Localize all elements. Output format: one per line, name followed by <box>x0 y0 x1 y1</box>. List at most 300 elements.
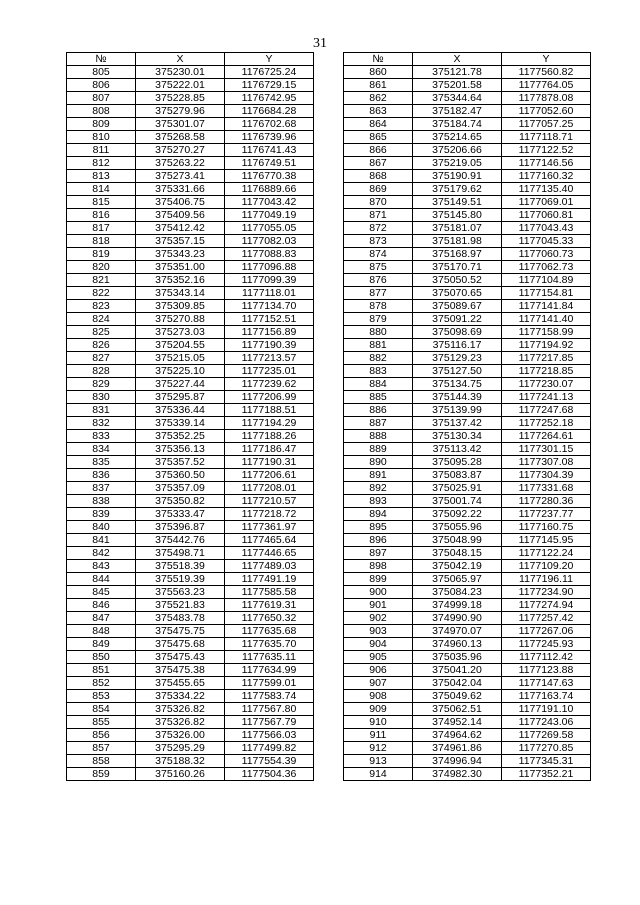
cell-number: 864 <box>344 118 413 131</box>
cell-y: 1177599.01 <box>225 677 314 690</box>
cell-x: 375083.87 <box>413 469 502 482</box>
cell-y: 1177194.29 <box>225 417 314 430</box>
cell-y: 1176742.95 <box>225 92 314 105</box>
table-row <box>67 326 314 339</box>
table-row <box>67 404 314 417</box>
cell-number: 869 <box>344 183 413 196</box>
coordinates-table-right <box>343 52 591 781</box>
cell-y: 1177052.60 <box>502 105 591 118</box>
table-row <box>67 469 314 482</box>
table-row <box>344 729 591 742</box>
cell-x: 375483.78 <box>136 612 225 625</box>
table-row <box>344 287 591 300</box>
cell-x: 375357.52 <box>136 456 225 469</box>
cell-number: 912 <box>344 742 413 755</box>
cell-x: 375222.01 <box>136 79 225 92</box>
cell-number: 887 <box>344 417 413 430</box>
cell-x: 375339.14 <box>136 417 225 430</box>
cell-y: 1176770.38 <box>225 170 314 183</box>
cell-y: 1177152.51 <box>225 313 314 326</box>
cell-x: 375091.22 <box>413 313 502 326</box>
cell-y: 1177096.88 <box>225 261 314 274</box>
table-row <box>344 586 591 599</box>
table-row <box>344 157 591 170</box>
cell-number: 906 <box>344 664 413 677</box>
cell-y: 1177190.31 <box>225 456 314 469</box>
table-row <box>67 482 314 495</box>
cell-y: 1176749.51 <box>225 157 314 170</box>
cell-x: 375350.82 <box>136 495 225 508</box>
table-row <box>67 144 314 157</box>
cell-number: 867 <box>344 157 413 170</box>
cell-number: 892 <box>344 482 413 495</box>
cell-y: 1177504.36 <box>225 768 314 781</box>
table-row <box>67 352 314 365</box>
table-row <box>67 638 314 651</box>
cell-y: 1176725.24 <box>225 66 314 79</box>
table-row <box>344 573 591 586</box>
table-row <box>67 391 314 404</box>
table-row <box>344 469 591 482</box>
cell-y: 1177352.21 <box>502 768 591 781</box>
cell-x: 375230.01 <box>136 66 225 79</box>
cell-y: 1177634.99 <box>225 664 314 677</box>
cell-x: 374999.18 <box>413 599 502 612</box>
table-body <box>67 66 314 781</box>
cell-number: 889 <box>344 443 413 456</box>
cell-y: 1177878.08 <box>502 92 591 105</box>
cell-number: 886 <box>344 404 413 417</box>
cell-y: 1177446.65 <box>225 547 314 560</box>
table-row <box>67 183 314 196</box>
cell-y: 1176739.96 <box>225 131 314 144</box>
cell-y: 1177122.24 <box>502 547 591 560</box>
table-row <box>344 300 591 313</box>
cell-number: 866 <box>344 144 413 157</box>
cell-x: 375334.22 <box>136 690 225 703</box>
table-row <box>344 638 591 651</box>
cell-y: 1177554.39 <box>225 755 314 768</box>
cell-y: 1177208.01 <box>225 482 314 495</box>
table-row <box>67 586 314 599</box>
cell-y: 1177104.89 <box>502 274 591 287</box>
cell-x: 375121.78 <box>413 66 502 79</box>
cell-number: 874 <box>344 248 413 261</box>
cell-y: 1177247.68 <box>502 404 591 417</box>
table-row <box>344 352 591 365</box>
cell-number: 824 <box>67 313 136 326</box>
header-y: Y <box>225 53 314 66</box>
cell-x: 374996.94 <box>413 755 502 768</box>
table-row <box>344 170 591 183</box>
cell-number: 833 <box>67 430 136 443</box>
cell-y: 1177635.68 <box>225 625 314 638</box>
cell-x: 375184.74 <box>413 118 502 131</box>
table-row <box>67 313 314 326</box>
table-row <box>344 222 591 235</box>
cell-number: 902 <box>344 612 413 625</box>
cell-y: 1177567.80 <box>225 703 314 716</box>
cell-x: 375168.97 <box>413 248 502 261</box>
table-body <box>344 66 591 781</box>
table-row <box>344 664 591 677</box>
cell-y: 1177049.19 <box>225 209 314 222</box>
cell-number: 875 <box>344 261 413 274</box>
cell-x: 375344.64 <box>413 92 502 105</box>
table-row <box>67 742 314 755</box>
cell-y: 1177188.51 <box>225 404 314 417</box>
cell-number: 905 <box>344 651 413 664</box>
table-row <box>344 183 591 196</box>
table-row <box>344 118 591 131</box>
table-row <box>67 365 314 378</box>
cell-number: 894 <box>344 508 413 521</box>
cell-x: 374982.30 <box>413 768 502 781</box>
cell-x: 375295.87 <box>136 391 225 404</box>
cell-number: 855 <box>67 716 136 729</box>
table-row <box>344 417 591 430</box>
cell-x: 375326.82 <box>136 703 225 716</box>
cell-y: 1177650.32 <box>225 612 314 625</box>
table-row <box>67 625 314 638</box>
cell-number: 895 <box>344 521 413 534</box>
cell-y: 1177566.03 <box>225 729 314 742</box>
header-x: X <box>136 53 225 66</box>
cell-y: 1177619.31 <box>225 599 314 612</box>
cell-y: 1177245.93 <box>502 638 591 651</box>
cell-y: 1177331.68 <box>502 482 591 495</box>
cell-x: 374961.86 <box>413 742 502 755</box>
table-row <box>67 300 314 313</box>
cell-number: 888 <box>344 430 413 443</box>
table-row <box>67 573 314 586</box>
cell-y: 1177196.11 <box>502 573 591 586</box>
cell-y: 1177160.32 <box>502 170 591 183</box>
cell-number: 871 <box>344 209 413 222</box>
cell-number: 904 <box>344 638 413 651</box>
cell-y: 1177141.84 <box>502 300 591 313</box>
cell-y: 1177123.88 <box>502 664 591 677</box>
cell-number: 834 <box>67 443 136 456</box>
cell-y: 1177635.70 <box>225 638 314 651</box>
table-row <box>344 560 591 573</box>
cell-number: 819 <box>67 248 136 261</box>
cell-x: 375035.96 <box>413 651 502 664</box>
cell-x: 375181.07 <box>413 222 502 235</box>
table-row <box>67 170 314 183</box>
cell-x: 375227.44 <box>136 378 225 391</box>
cell-y: 1177499.82 <box>225 742 314 755</box>
cell-y: 1177301.15 <box>502 443 591 456</box>
table-row <box>67 651 314 664</box>
cell-number: 810 <box>67 131 136 144</box>
cell-y: 1177257.42 <box>502 612 591 625</box>
cell-y: 1177186.47 <box>225 443 314 456</box>
cell-x: 375065.97 <box>413 573 502 586</box>
cell-number: 903 <box>344 625 413 638</box>
table-row <box>67 196 314 209</box>
cell-y: 1177194.92 <box>502 339 591 352</box>
table-row <box>344 92 591 105</box>
cell-number: 868 <box>344 170 413 183</box>
table-row <box>344 547 591 560</box>
cell-number: 816 <box>67 209 136 222</box>
table-row <box>67 118 314 131</box>
table-row <box>67 560 314 573</box>
table-row <box>344 768 591 781</box>
table-row <box>67 534 314 547</box>
cell-number: 897 <box>344 547 413 560</box>
cell-y: 1177217.85 <box>502 352 591 365</box>
cell-number: 836 <box>67 469 136 482</box>
cell-x: 375263.22 <box>136 157 225 170</box>
table-header-row <box>67 53 314 66</box>
cell-y: 1177060.73 <box>502 248 591 261</box>
cell-number: 846 <box>67 599 136 612</box>
cell-number: 832 <box>67 417 136 430</box>
cell-x: 375098.69 <box>413 326 502 339</box>
cell-x: 375050.52 <box>413 274 502 287</box>
table-row <box>344 703 591 716</box>
cell-y: 1177206.99 <box>225 391 314 404</box>
cell-y: 1177764.05 <box>502 79 591 92</box>
cell-x: 375219.05 <box>413 157 502 170</box>
cell-x: 375396.87 <box>136 521 225 534</box>
cell-number: 878 <box>344 300 413 313</box>
table-row <box>67 222 314 235</box>
cell-number: 911 <box>344 729 413 742</box>
table-row <box>67 495 314 508</box>
cell-x: 375092.22 <box>413 508 502 521</box>
cell-number: 844 <box>67 573 136 586</box>
cell-x: 375519.39 <box>136 573 225 586</box>
cell-number: 910 <box>344 716 413 729</box>
cell-x: 375412.42 <box>136 222 225 235</box>
table-row <box>344 443 591 456</box>
table-row <box>344 105 591 118</box>
table-row <box>67 716 314 729</box>
cell-x: 375356.13 <box>136 443 225 456</box>
cell-y: 1177304.39 <box>502 469 591 482</box>
table-row <box>67 339 314 352</box>
cell-x: 375188.32 <box>136 755 225 768</box>
cell-number: 877 <box>344 287 413 300</box>
table-row <box>344 521 591 534</box>
cell-number: 865 <box>344 131 413 144</box>
header-number: № <box>344 53 413 66</box>
cell-number: 851 <box>67 664 136 677</box>
table-header-row <box>344 53 591 66</box>
cell-number: 818 <box>67 235 136 248</box>
cell-y: 1177141.40 <box>502 313 591 326</box>
table-row <box>67 105 314 118</box>
cell-number: 880 <box>344 326 413 339</box>
table-row <box>67 456 314 469</box>
cell-y: 1177099.39 <box>225 274 314 287</box>
cell-y: 1177206.61 <box>225 469 314 482</box>
cell-number: 848 <box>67 625 136 638</box>
cell-x: 375139.99 <box>413 404 502 417</box>
table-row <box>344 456 591 469</box>
table-row <box>67 378 314 391</box>
cell-y: 1177635.11 <box>225 651 314 664</box>
cell-x: 375182.47 <box>413 105 502 118</box>
cell-x: 375116.17 <box>413 339 502 352</box>
cell-y: 1177270.85 <box>502 742 591 755</box>
table-row <box>67 248 314 261</box>
cell-y: 1177264.61 <box>502 430 591 443</box>
table-row <box>344 313 591 326</box>
header-number: № <box>67 53 136 66</box>
cell-number: 883 <box>344 365 413 378</box>
cell-y: 1177045.33 <box>502 235 591 248</box>
cell-x: 375442.76 <box>136 534 225 547</box>
cell-x: 375475.38 <box>136 664 225 677</box>
table-row <box>344 144 591 157</box>
table-row <box>344 235 591 248</box>
table-row <box>67 157 314 170</box>
cell-y: 1177361.97 <box>225 521 314 534</box>
cell-number: 835 <box>67 456 136 469</box>
cell-x: 375333.47 <box>136 508 225 521</box>
cell-y: 1177239.62 <box>225 378 314 391</box>
cell-x: 375204.55 <box>136 339 225 352</box>
cell-number: 909 <box>344 703 413 716</box>
table-row <box>344 79 591 92</box>
table-row <box>67 274 314 287</box>
cell-number: 870 <box>344 196 413 209</box>
cell-number: 856 <box>67 729 136 742</box>
table-row <box>67 729 314 742</box>
table-row <box>67 261 314 274</box>
cell-x: 374964.62 <box>413 729 502 742</box>
table-row <box>344 248 591 261</box>
cell-y: 1177274.94 <box>502 599 591 612</box>
cell-x: 375095.28 <box>413 456 502 469</box>
cell-y: 1177057.25 <box>502 118 591 131</box>
cell-number: 861 <box>344 79 413 92</box>
cell-y: 1177043.42 <box>225 196 314 209</box>
table-row <box>67 131 314 144</box>
table-row <box>344 534 591 547</box>
cell-x: 375145.80 <box>413 209 502 222</box>
table-row <box>67 664 314 677</box>
cell-x: 375130.34 <box>413 430 502 443</box>
table-row <box>344 508 591 521</box>
cell-y: 1176684.28 <box>225 105 314 118</box>
cell-x: 375273.41 <box>136 170 225 183</box>
cell-number: 872 <box>344 222 413 235</box>
table-row <box>67 92 314 105</box>
cell-x: 375084.23 <box>413 586 502 599</box>
cell-x: 375149.51 <box>413 196 502 209</box>
cell-number: 884 <box>344 378 413 391</box>
table-row <box>344 404 591 417</box>
cell-y: 1177146.56 <box>502 157 591 170</box>
table-row <box>344 66 591 79</box>
cell-x: 374970.07 <box>413 625 502 638</box>
table-row <box>67 443 314 456</box>
table-row <box>344 430 591 443</box>
table-row <box>67 547 314 560</box>
cell-x: 375270.88 <box>136 313 225 326</box>
cell-number: 826 <box>67 339 136 352</box>
cell-number: 896 <box>344 534 413 547</box>
cell-x: 375518.39 <box>136 560 225 573</box>
cell-number: 898 <box>344 560 413 573</box>
cell-x: 375181.98 <box>413 235 502 248</box>
cell-number: 863 <box>344 105 413 118</box>
table-row <box>344 599 591 612</box>
cell-y: 1177122.52 <box>502 144 591 157</box>
cell-y: 1177585.58 <box>225 586 314 599</box>
cell-y: 1177147.63 <box>502 677 591 690</box>
cell-number: 828 <box>67 365 136 378</box>
cell-number: 817 <box>67 222 136 235</box>
cell-number: 837 <box>67 482 136 495</box>
cell-x: 374960.13 <box>413 638 502 651</box>
cell-x: 375326.82 <box>136 716 225 729</box>
cell-x: 375042.04 <box>413 677 502 690</box>
cell-y: 1177210.57 <box>225 495 314 508</box>
cell-number: 852 <box>67 677 136 690</box>
cell-y: 1177109.20 <box>502 560 591 573</box>
table-row <box>344 391 591 404</box>
cell-x: 375134.75 <box>413 378 502 391</box>
cell-number: 908 <box>344 690 413 703</box>
cell-number: 914 <box>344 768 413 781</box>
cell-number: 838 <box>67 495 136 508</box>
cell-number: 893 <box>344 495 413 508</box>
cell-x: 375225.10 <box>136 365 225 378</box>
cell-number: 882 <box>344 352 413 365</box>
cell-y: 1177135.40 <box>502 183 591 196</box>
cell-number: 807 <box>67 92 136 105</box>
cell-x: 375357.15 <box>136 235 225 248</box>
cell-number: 839 <box>67 508 136 521</box>
cell-x: 375295.29 <box>136 742 225 755</box>
cell-x: 375343.23 <box>136 248 225 261</box>
cell-number: 901 <box>344 599 413 612</box>
cell-x: 375062.51 <box>413 703 502 716</box>
cell-x: 375055.96 <box>413 521 502 534</box>
cell-x: 375113.42 <box>413 443 502 456</box>
cell-number: 847 <box>67 612 136 625</box>
cell-number: 857 <box>67 742 136 755</box>
cell-x: 375475.68 <box>136 638 225 651</box>
cell-x: 374990.90 <box>413 612 502 625</box>
cell-number: 814 <box>67 183 136 196</box>
table-row <box>67 79 314 92</box>
cell-number: 822 <box>67 287 136 300</box>
cell-x: 375214.65 <box>413 131 502 144</box>
cell-y: 1176889.66 <box>225 183 314 196</box>
cell-x: 375336.44 <box>136 404 225 417</box>
cell-x: 374952.14 <box>413 716 502 729</box>
cell-x: 375309.85 <box>136 300 225 313</box>
cell-number: 811 <box>67 144 136 157</box>
table-row <box>67 235 314 248</box>
cell-y: 1177118.71 <box>502 131 591 144</box>
cell-x: 375041.20 <box>413 664 502 677</box>
cell-number: 841 <box>67 534 136 547</box>
table-row <box>344 365 591 378</box>
cell-x: 375475.43 <box>136 651 225 664</box>
cell-number: 853 <box>67 690 136 703</box>
table-row <box>344 326 591 339</box>
table-row <box>67 417 314 430</box>
cell-number: 862 <box>344 92 413 105</box>
